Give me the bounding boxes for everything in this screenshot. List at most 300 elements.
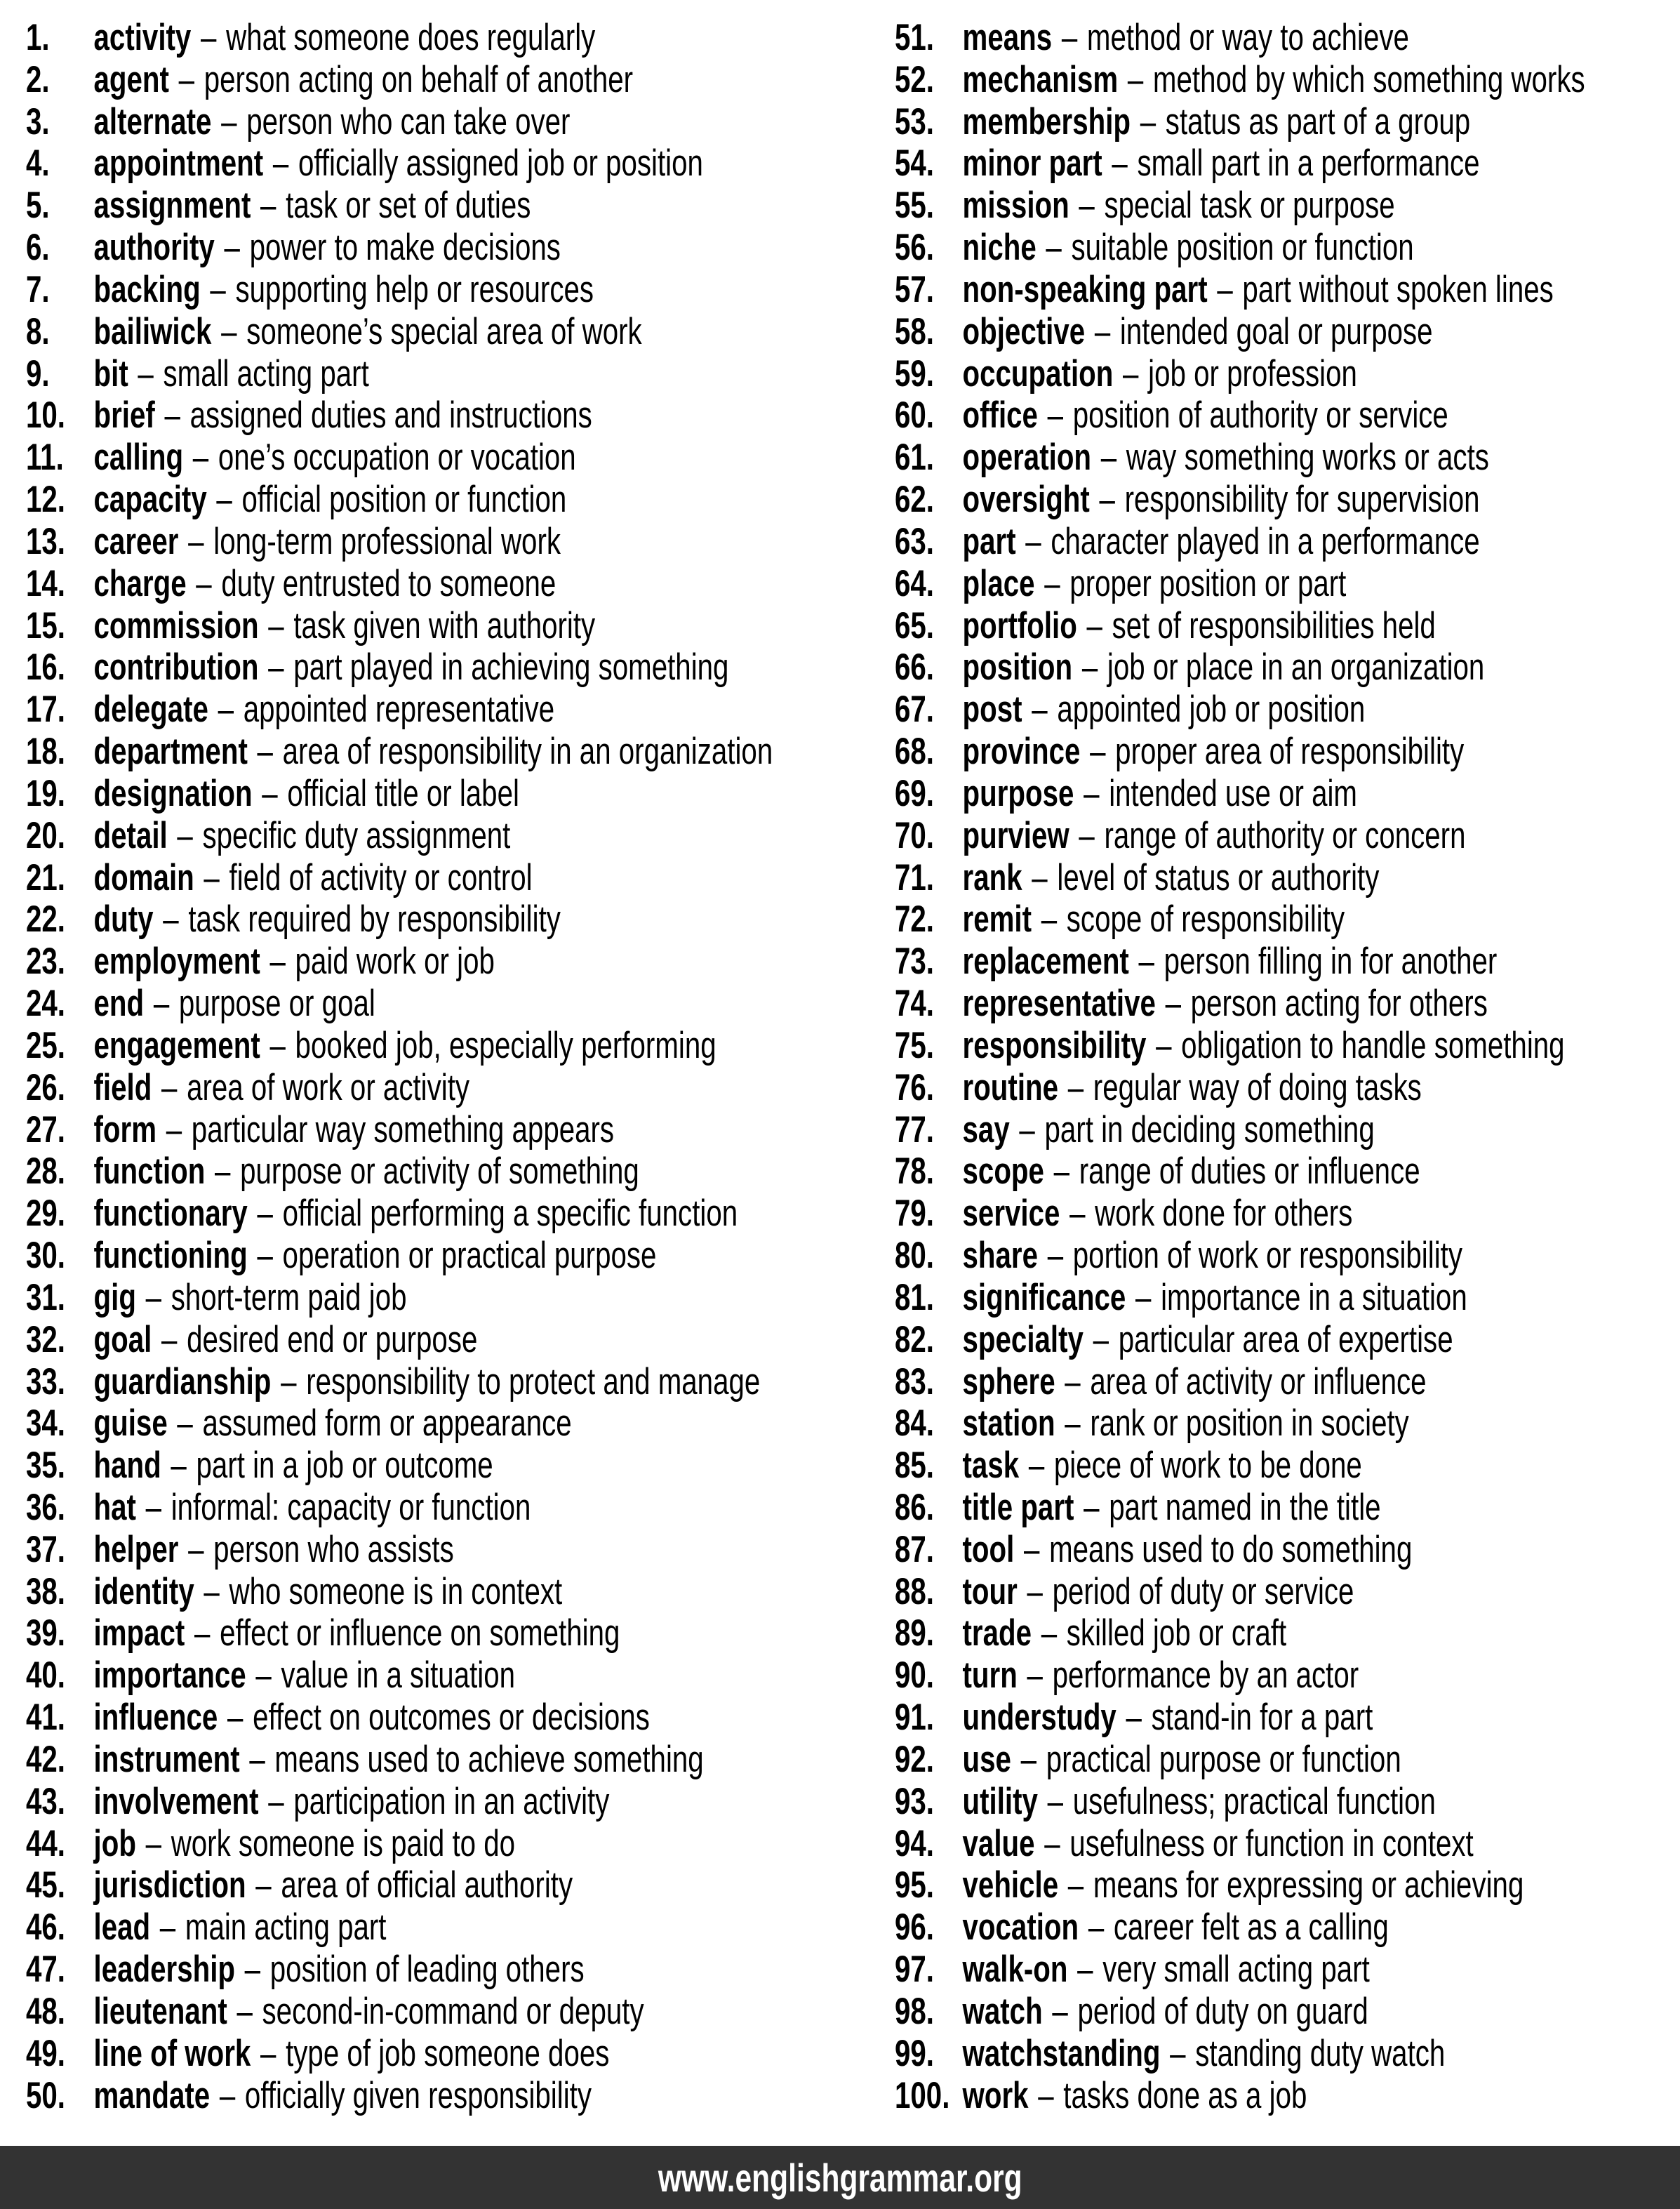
item-number: 28. bbox=[26, 1150, 66, 1193]
item-separator: – bbox=[145, 1486, 162, 1528]
item-separator: – bbox=[1038, 2074, 1054, 2116]
item-term: means bbox=[962, 17, 1053, 58]
item-term: membership bbox=[962, 100, 1131, 142]
item-entry bbox=[963, 1781, 1436, 1822]
item-entry bbox=[963, 311, 1433, 352]
list-item bbox=[895, 1949, 1585, 1991]
column-right bbox=[895, 17, 1680, 2116]
item-term: importance bbox=[93, 1654, 246, 1697]
list-item bbox=[26, 521, 686, 563]
item-entry bbox=[94, 2033, 610, 2074]
item-number: 7. bbox=[26, 268, 50, 310]
item-definition: official title or label bbox=[287, 772, 519, 814]
item-term: vehicle bbox=[962, 1864, 1059, 1906]
item-definition: importance in a situation bbox=[1161, 1276, 1467, 1318]
item-term: vocation bbox=[962, 1906, 1079, 1949]
item-definition: usefulness or function in context bbox=[1069, 1822, 1474, 1864]
item-entry bbox=[94, 1277, 407, 1318]
item-entry bbox=[963, 1612, 1287, 1654]
item-entry bbox=[963, 1402, 1409, 1444]
item-number: 85. bbox=[895, 1445, 935, 1487]
item-definition: suitable position or function bbox=[1071, 227, 1414, 269]
item-number: 30. bbox=[26, 1235, 66, 1277]
item-number: 65. bbox=[895, 604, 935, 646]
item-entry bbox=[94, 1529, 454, 1570]
item-definition: purpose or goal bbox=[178, 983, 375, 1025]
item-separator: – bbox=[1044, 562, 1060, 604]
item-number: 21. bbox=[26, 856, 66, 898]
item-number: 63. bbox=[895, 520, 935, 562]
item-entry bbox=[94, 185, 531, 226]
list-item bbox=[26, 689, 686, 731]
item-term: detail bbox=[93, 814, 168, 856]
item-definition: status as part of a group bbox=[1165, 100, 1471, 142]
item-definition: long-term professional work bbox=[213, 520, 561, 562]
item-number: 79. bbox=[895, 1193, 935, 1235]
item-entry bbox=[963, 1991, 1368, 2032]
item-number: 72. bbox=[895, 898, 935, 941]
list-item bbox=[26, 1612, 686, 1654]
item-entry bbox=[963, 1361, 1427, 1402]
item-separator: – bbox=[196, 562, 212, 604]
list-item bbox=[895, 1109, 1585, 1151]
item-term: career bbox=[93, 520, 179, 562]
item-definition: official performing a specific function bbox=[282, 1193, 738, 1235]
item-entry bbox=[94, 646, 729, 688]
item-entry bbox=[94, 1949, 585, 1990]
item-term: calling bbox=[93, 437, 184, 479]
item-entry bbox=[94, 1445, 493, 1486]
item-separator: – bbox=[1084, 1486, 1100, 1528]
item-entry bbox=[963, 1193, 1353, 1234]
item-term: lieutenant bbox=[93, 1990, 227, 2032]
list-item bbox=[26, 898, 686, 941]
item-entry bbox=[94, 311, 642, 352]
item-term: delegate bbox=[93, 689, 208, 731]
item-separator: – bbox=[224, 227, 240, 269]
item-entry bbox=[963, 1445, 1362, 1486]
list-item bbox=[895, 185, 1585, 227]
item-number: 91. bbox=[895, 1697, 935, 1739]
item-term: task bbox=[962, 1445, 1020, 1487]
item-number: 50. bbox=[26, 2074, 66, 2116]
item-term: oversight bbox=[962, 479, 1090, 521]
item-number: 13. bbox=[26, 520, 66, 562]
item-separator: – bbox=[1052, 1990, 1068, 2032]
list-item bbox=[895, 1361, 1585, 1403]
list-item bbox=[895, 646, 1585, 689]
item-term: significance bbox=[962, 1276, 1126, 1318]
list-item bbox=[26, 1445, 686, 1487]
item-definition: effect or influence on something bbox=[220, 1612, 620, 1654]
item-separator: – bbox=[204, 856, 220, 898]
item-separator: – bbox=[257, 731, 273, 773]
item-separator: – bbox=[260, 2032, 276, 2074]
item-entry bbox=[94, 394, 592, 436]
list-item bbox=[895, 1067, 1585, 1109]
item-term: objective bbox=[962, 310, 1086, 352]
item-separator: – bbox=[1028, 1445, 1045, 1487]
item-separator: – bbox=[1065, 1402, 1081, 1445]
list-item bbox=[895, 1235, 1585, 1277]
item-separator: – bbox=[244, 1949, 261, 1991]
item-separator: – bbox=[1041, 1612, 1058, 1654]
item-separator: – bbox=[192, 437, 209, 479]
list-item bbox=[895, 142, 1585, 185]
item-separator: – bbox=[201, 17, 217, 58]
item-term: mandate bbox=[93, 2074, 211, 2116]
item-number: 71. bbox=[895, 856, 935, 898]
item-term: rank bbox=[962, 856, 1022, 898]
list-item bbox=[26, 1360, 761, 1403]
item-definition: small acting part bbox=[163, 352, 369, 394]
item-term: service bbox=[962, 1193, 1060, 1235]
item-definition: skilled job or craft bbox=[1066, 1612, 1287, 1654]
item-separator: – bbox=[1090, 731, 1106, 773]
list-item bbox=[26, 1654, 686, 1697]
item-number: 24. bbox=[26, 983, 66, 1025]
item-separator: – bbox=[1067, 1066, 1084, 1108]
item-separator: – bbox=[145, 1276, 162, 1318]
item-number: 40. bbox=[26, 1654, 66, 1697]
list-item bbox=[895, 394, 1585, 437]
item-number: 52. bbox=[895, 58, 935, 100]
item-definition: task given with authority bbox=[293, 604, 596, 646]
item-definition: main acting part bbox=[185, 1906, 387, 1949]
list-item bbox=[895, 2033, 1585, 2075]
list-item bbox=[26, 1697, 686, 1739]
item-definition: means for expressing or achieving bbox=[1093, 1864, 1524, 1906]
item-definition: intended use or aim bbox=[1109, 772, 1357, 814]
item-number: 19. bbox=[26, 772, 66, 814]
item-number: 33. bbox=[26, 1360, 66, 1402]
item-definition: part played in achieving something bbox=[293, 646, 729, 689]
item-definition: character played in a performance bbox=[1051, 520, 1480, 562]
item-separator: – bbox=[1032, 689, 1048, 731]
item-term: turn bbox=[962, 1654, 1018, 1697]
item-term: title part bbox=[962, 1486, 1074, 1528]
item-definition: part without spoken lines bbox=[1242, 268, 1554, 310]
list-item bbox=[895, 311, 1585, 353]
item-entry bbox=[94, 1654, 516, 1696]
item-number: 23. bbox=[26, 941, 66, 983]
item-number: 83. bbox=[895, 1360, 935, 1402]
item-entry bbox=[963, 59, 1585, 100]
item-term: brief bbox=[93, 394, 155, 437]
item-separator: – bbox=[204, 1570, 220, 1612]
item-term: understudy bbox=[962, 1697, 1116, 1739]
list-item bbox=[895, 1823, 1585, 1865]
item-entry bbox=[94, 983, 375, 1024]
item-definition: booked job, especially performing bbox=[295, 1024, 716, 1066]
list-item bbox=[895, 1991, 1585, 2033]
list-item bbox=[26, 17, 686, 59]
item-separator: – bbox=[255, 1654, 272, 1697]
item-entry bbox=[963, 2075, 1307, 2116]
item-definition: period of duty on guard bbox=[1077, 1990, 1368, 2032]
item-term: capacity bbox=[93, 479, 207, 521]
item-definition: obligation to handle something bbox=[1181, 1024, 1565, 1066]
item-term: tour bbox=[962, 1570, 1018, 1612]
item-number: 88. bbox=[895, 1570, 935, 1612]
item-number: 86. bbox=[895, 1486, 935, 1528]
item-term: agent bbox=[93, 58, 169, 100]
item-entry bbox=[94, 1193, 738, 1234]
item-term: share bbox=[962, 1235, 1039, 1277]
item-entry bbox=[963, 689, 1366, 730]
item-definition: person who assists bbox=[213, 1528, 454, 1570]
item-entry bbox=[94, 1697, 650, 1738]
item-separator: – bbox=[178, 58, 195, 100]
item-definition: range of authority or concern bbox=[1104, 814, 1466, 856]
item-definition: short-term paid job bbox=[171, 1276, 407, 1318]
item-entry bbox=[94, 1319, 478, 1360]
item-entry bbox=[963, 521, 1480, 562]
list-item bbox=[895, 437, 1585, 479]
item-number: 3. bbox=[26, 100, 50, 142]
list-item bbox=[26, 1067, 686, 1109]
item-definition: who someone is in context bbox=[229, 1570, 563, 1612]
item-term: specialty bbox=[962, 1318, 1084, 1360]
item-number: 76. bbox=[895, 1066, 935, 1108]
item-separator: – bbox=[1093, 1318, 1109, 1360]
item-separator: – bbox=[236, 1990, 253, 2032]
item-number: 39. bbox=[26, 1612, 66, 1654]
item-entry bbox=[963, 2033, 1446, 2074]
item-separator: – bbox=[219, 2074, 236, 2116]
list-item bbox=[26, 1906, 686, 1949]
item-entry bbox=[94, 101, 571, 142]
item-number: 4. bbox=[26, 142, 50, 185]
list-item bbox=[895, 1571, 1585, 1613]
item-term: bailiwick bbox=[93, 310, 212, 352]
item-definition: level of status or authority bbox=[1057, 856, 1380, 898]
item-entry bbox=[963, 1150, 1420, 1192]
item-term: sphere bbox=[962, 1360, 1055, 1402]
item-entry bbox=[94, 563, 556, 604]
item-number: 87. bbox=[895, 1528, 935, 1570]
item-entry bbox=[94, 1487, 531, 1528]
item-definition: area of work or activity bbox=[187, 1066, 470, 1108]
item-separator: – bbox=[1112, 142, 1128, 185]
item-definition: period of duty or service bbox=[1052, 1570, 1354, 1612]
item-separator: – bbox=[1086, 604, 1102, 646]
item-entry bbox=[94, 1571, 563, 1612]
list-item bbox=[895, 1612, 1585, 1654]
item-separator: – bbox=[1044, 1822, 1060, 1864]
list-item bbox=[26, 941, 686, 983]
item-number: 93. bbox=[895, 1780, 935, 1822]
item-separator: – bbox=[1065, 1360, 1081, 1402]
item-term: form bbox=[93, 1108, 157, 1150]
list-item bbox=[26, 2033, 686, 2075]
item-entry bbox=[963, 815, 1466, 856]
item-definition: responsibility for supervision bbox=[1124, 479, 1480, 521]
item-separator: – bbox=[153, 983, 170, 1025]
item-entry bbox=[963, 269, 1554, 310]
item-separator: – bbox=[1024, 1528, 1040, 1570]
item-separator: – bbox=[281, 1360, 297, 1402]
item-separator: – bbox=[1027, 1654, 1043, 1697]
item-term: watchstanding bbox=[962, 2032, 1161, 2074]
item-term: commission bbox=[93, 604, 259, 646]
item-separator: – bbox=[164, 394, 180, 437]
item-separator: – bbox=[257, 1235, 273, 1277]
item-number: 77. bbox=[895, 1108, 935, 1150]
item-term: guise bbox=[93, 1402, 168, 1445]
item-number: 98. bbox=[895, 1990, 935, 2032]
item-number: 47. bbox=[26, 1949, 66, 1991]
list-item bbox=[895, 563, 1585, 605]
list-item bbox=[26, 1529, 686, 1571]
item-number: 61. bbox=[895, 437, 935, 479]
item-separator: – bbox=[171, 1445, 187, 1487]
item-entry bbox=[94, 479, 567, 520]
item-separator: – bbox=[1127, 58, 1144, 100]
item-separator: – bbox=[1100, 437, 1117, 479]
item-separator: – bbox=[1077, 1949, 1093, 1991]
list-item bbox=[26, 479, 686, 521]
item-term: function bbox=[93, 1150, 206, 1193]
item-separator: – bbox=[177, 1402, 193, 1445]
item-term: hat bbox=[93, 1486, 136, 1528]
item-definition: type of job someone does bbox=[286, 2032, 610, 2074]
list-item bbox=[895, 353, 1585, 395]
item-definition: paid work or job bbox=[295, 941, 495, 983]
item-separator: – bbox=[1027, 1570, 1043, 1612]
item-entry bbox=[94, 1864, 573, 1906]
item-number: 81. bbox=[895, 1276, 935, 1318]
item-definition: person acting on behalf of another bbox=[204, 58, 634, 100]
list-item bbox=[26, 353, 686, 395]
item-separator: – bbox=[188, 520, 204, 562]
item-definition: rank or position in society bbox=[1090, 1402, 1409, 1445]
list-item bbox=[26, 815, 686, 857]
item-number: 56. bbox=[895, 227, 935, 269]
list-item bbox=[26, 59, 686, 101]
item-definition: appointed job or position bbox=[1057, 689, 1366, 731]
item-term: jurisdiction bbox=[93, 1864, 246, 1906]
item-definition: work someone is paid to do bbox=[171, 1822, 516, 1864]
item-definition: officially given responsibility bbox=[244, 2074, 592, 2116]
list-item bbox=[26, 646, 729, 689]
item-entry bbox=[963, 731, 1465, 772]
item-separator: – bbox=[215, 1150, 231, 1193]
item-entry bbox=[94, 521, 561, 562]
item-entry bbox=[94, 1906, 387, 1948]
item-separator: – bbox=[1046, 227, 1062, 269]
item-number: 80. bbox=[895, 1235, 935, 1277]
list-item bbox=[26, 1823, 686, 1865]
item-entry bbox=[963, 1949, 1370, 1990]
item-definition: someone’s special area of work bbox=[246, 310, 642, 352]
item-separator: – bbox=[1099, 479, 1115, 521]
list-item bbox=[26, 185, 686, 227]
item-number: 25. bbox=[26, 1024, 66, 1066]
list-item bbox=[895, 1445, 1585, 1487]
item-term: field bbox=[93, 1066, 152, 1108]
list-item bbox=[26, 1193, 738, 1235]
item-term: leadership bbox=[93, 1949, 236, 1991]
item-term: contribution bbox=[93, 646, 259, 689]
item-number: 38. bbox=[26, 1570, 66, 1612]
item-entry bbox=[94, 1612, 620, 1654]
item-entry bbox=[94, 689, 555, 730]
item-separator: – bbox=[1123, 352, 1139, 394]
list-item bbox=[895, 1025, 1585, 1067]
item-separator: – bbox=[1088, 1906, 1105, 1949]
item-number: 92. bbox=[895, 1738, 935, 1780]
item-entry bbox=[94, 731, 773, 772]
item-term: engagement bbox=[93, 1024, 260, 1066]
item-definition: job or place in an organization bbox=[1107, 646, 1485, 689]
item-definition: special task or purpose bbox=[1104, 185, 1395, 227]
item-entry bbox=[963, 185, 1395, 226]
list-item bbox=[895, 101, 1585, 143]
item-definition: power to make decisions bbox=[249, 227, 561, 269]
item-entry bbox=[94, 1739, 704, 1780]
item-definition: proper area of responsibility bbox=[1115, 731, 1465, 773]
item-definition: person acting for others bbox=[1190, 983, 1488, 1025]
item-definition: official position or function bbox=[241, 479, 567, 521]
item-entry bbox=[963, 142, 1480, 184]
item-entry bbox=[963, 227, 1414, 268]
item-definition: method by which something works bbox=[1152, 58, 1585, 100]
item-number: 53. bbox=[895, 100, 935, 142]
list-item bbox=[895, 1150, 1585, 1193]
list-item bbox=[895, 1697, 1585, 1739]
item-separator: – bbox=[255, 1864, 272, 1906]
item-separator: – bbox=[166, 1108, 182, 1150]
item-separator: – bbox=[1084, 772, 1100, 814]
item-separator: – bbox=[1041, 898, 1058, 941]
item-entry bbox=[963, 1025, 1565, 1066]
item-number: 2. bbox=[26, 58, 50, 100]
item-definition: position of authority or service bbox=[1072, 394, 1448, 437]
list-item bbox=[895, 731, 1585, 773]
item-term: post bbox=[962, 689, 1022, 731]
item-entry bbox=[963, 1697, 1373, 1738]
list-item bbox=[895, 1864, 1585, 1906]
item-definition: person who can take over bbox=[246, 100, 571, 142]
item-separator: – bbox=[1047, 1780, 1064, 1822]
item-definition: intended goal or purpose bbox=[1119, 310, 1433, 352]
column-left bbox=[26, 17, 895, 2116]
item-entry bbox=[94, 1361, 761, 1402]
item-number: 8. bbox=[26, 310, 50, 352]
item-separator: – bbox=[218, 689, 234, 731]
item-number: 51. bbox=[895, 17, 935, 58]
item-term: end bbox=[93, 983, 145, 1025]
item-entry bbox=[963, 983, 1488, 1024]
item-term: mission bbox=[962, 185, 1069, 227]
item-definition: proper position or part bbox=[1069, 562, 1347, 604]
item-definition: appointed representative bbox=[243, 689, 555, 731]
item-separator: – bbox=[249, 1738, 265, 1780]
list-item bbox=[26, 1024, 716, 1067]
item-definition: particular area of expertise bbox=[1118, 1318, 1453, 1360]
item-number: 73. bbox=[895, 941, 935, 983]
item-definition: job or profession bbox=[1148, 352, 1357, 394]
item-term: activity bbox=[93, 17, 192, 58]
item-definition: area of responsibility in an organization bbox=[282, 731, 773, 773]
item-entry bbox=[94, 1067, 470, 1108]
item-number: 97. bbox=[895, 1949, 935, 1991]
item-definition: portion of work or responsibility bbox=[1072, 1235, 1462, 1277]
item-number: 26. bbox=[26, 1066, 66, 1108]
item-term: appointment bbox=[93, 142, 264, 185]
item-entry bbox=[94, 857, 533, 898]
